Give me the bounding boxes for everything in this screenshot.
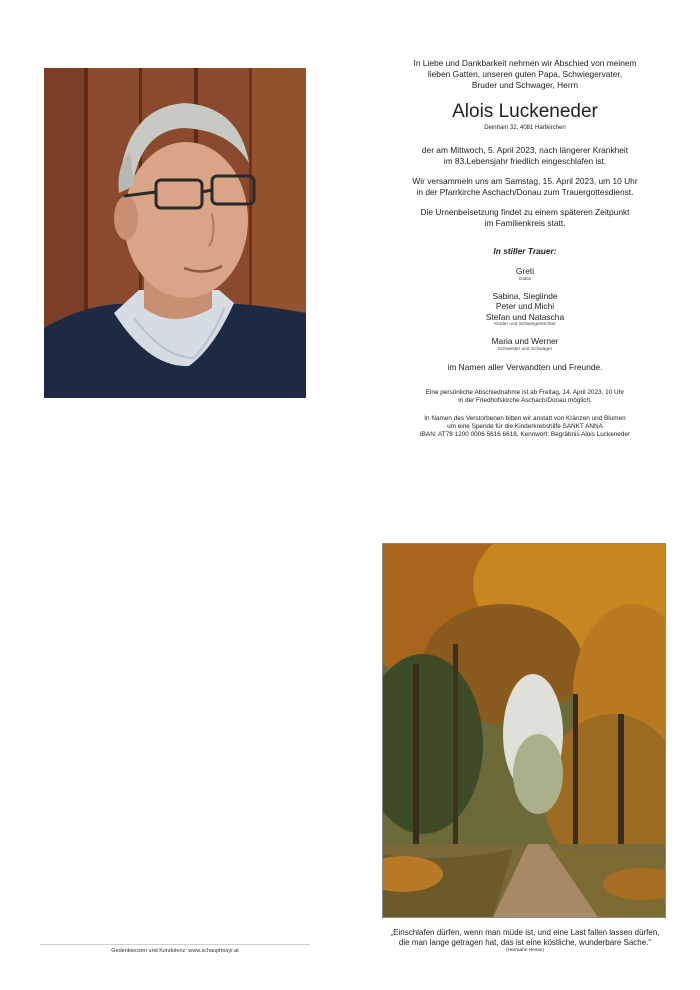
mourner-relation: Kinder und Schwiegertöchter [494,322,556,327]
mourner-name: Stefan und Natascha [485,311,565,322]
mourner-group [380,291,670,329]
obituary-text-column [380,58,670,439]
death-notice-line: der am Mittwoch, 5. April 2023, nach längerer Krankheit [421,145,629,155]
quote-block [370,928,680,954]
urn-notice [380,207,670,229]
quote-line: die man lange getragen hat, das ist eine köstliche, wunderbare Sache.“ [398,938,652,947]
service-line: in der Pfarrkirche Aschach/Donau zum Trauergottesdienst. [416,187,634,197]
mourner-relation: Schwester und Schwager [497,346,553,352]
intro-line: In Liebe und Dankbarkeit nehmen wir Abschied von meinem [413,58,637,68]
donation-line: um eine Spende für die Kinderkrebshilfe SANKT ANNA [447,422,603,430]
donation-line: IBAN: AT78 1200 0006 5616 6618, Kennwort: Begräbnis Alois Luckeneder [419,431,631,439]
mourner-name: Greti [515,266,535,276]
donation-line: In Namen des Verstorbenen bitten wir anstatt von Kränzen und Blumen [424,414,626,422]
farewell-line: in der Friedhofskirche Aschach/Donau möglich. [458,397,592,405]
mourner-name: Sabina, Sieglinde [492,290,558,301]
quote-line: „Einschlafen dürfen, wenn man müde ist, und eine Last fallen lassen dürfen, [390,928,660,937]
mourner-name: Maria und Werner [491,336,559,346]
mourner-group [380,336,670,353]
deceased-address: Deinham 32, 4081 Hartkirchen [484,125,566,131]
portrait-photo [44,68,306,398]
footer-text: Gedenkkerzen und Kondolenz: www.schauptmayr.at [111,948,239,954]
deceased-name: Alois Luckeneder [452,101,598,122]
farewell-line: Eine persönliche Abschiednahme ist ab Freitag, 14. April 2023, 10 Uhr [425,389,625,396]
mourner-name: Peter und Michi [495,301,555,311]
intro-line: Bruder und Schwager, Herrn [471,80,579,90]
mourner-group [380,266,670,283]
autumn-path-photo [382,543,666,918]
service-line: Wir versammeln uns am Samstag, 15. April 2023, um 10 Uhr [412,176,638,186]
urn-line: im Familienkreis statt. [484,218,566,228]
service-notice [380,176,670,198]
mourners-closing: im Namen aller Verwandten und Freunde. [447,361,603,372]
farewell-notice [380,389,670,406]
donation-notice [380,415,670,440]
intro-text [380,58,670,91]
quote-author: (Hermann Hesse) [506,948,544,953]
death-notice-line: im 83.Lebensjahr friedlich eingeschlafen ist. [443,156,607,166]
death-notice [380,145,670,167]
urn-line: Die Urnenbeisetzung findet zu einem späteren Zeitpunkt [420,207,630,217]
mourner-relation: Gattin [518,276,532,282]
intro-line: lieben Gatten, unseren guten Papa, Schwiegervater, [427,69,623,79]
mourners-heading: In stiller Trauer: [493,246,557,256]
footer-divider [40,944,310,945]
